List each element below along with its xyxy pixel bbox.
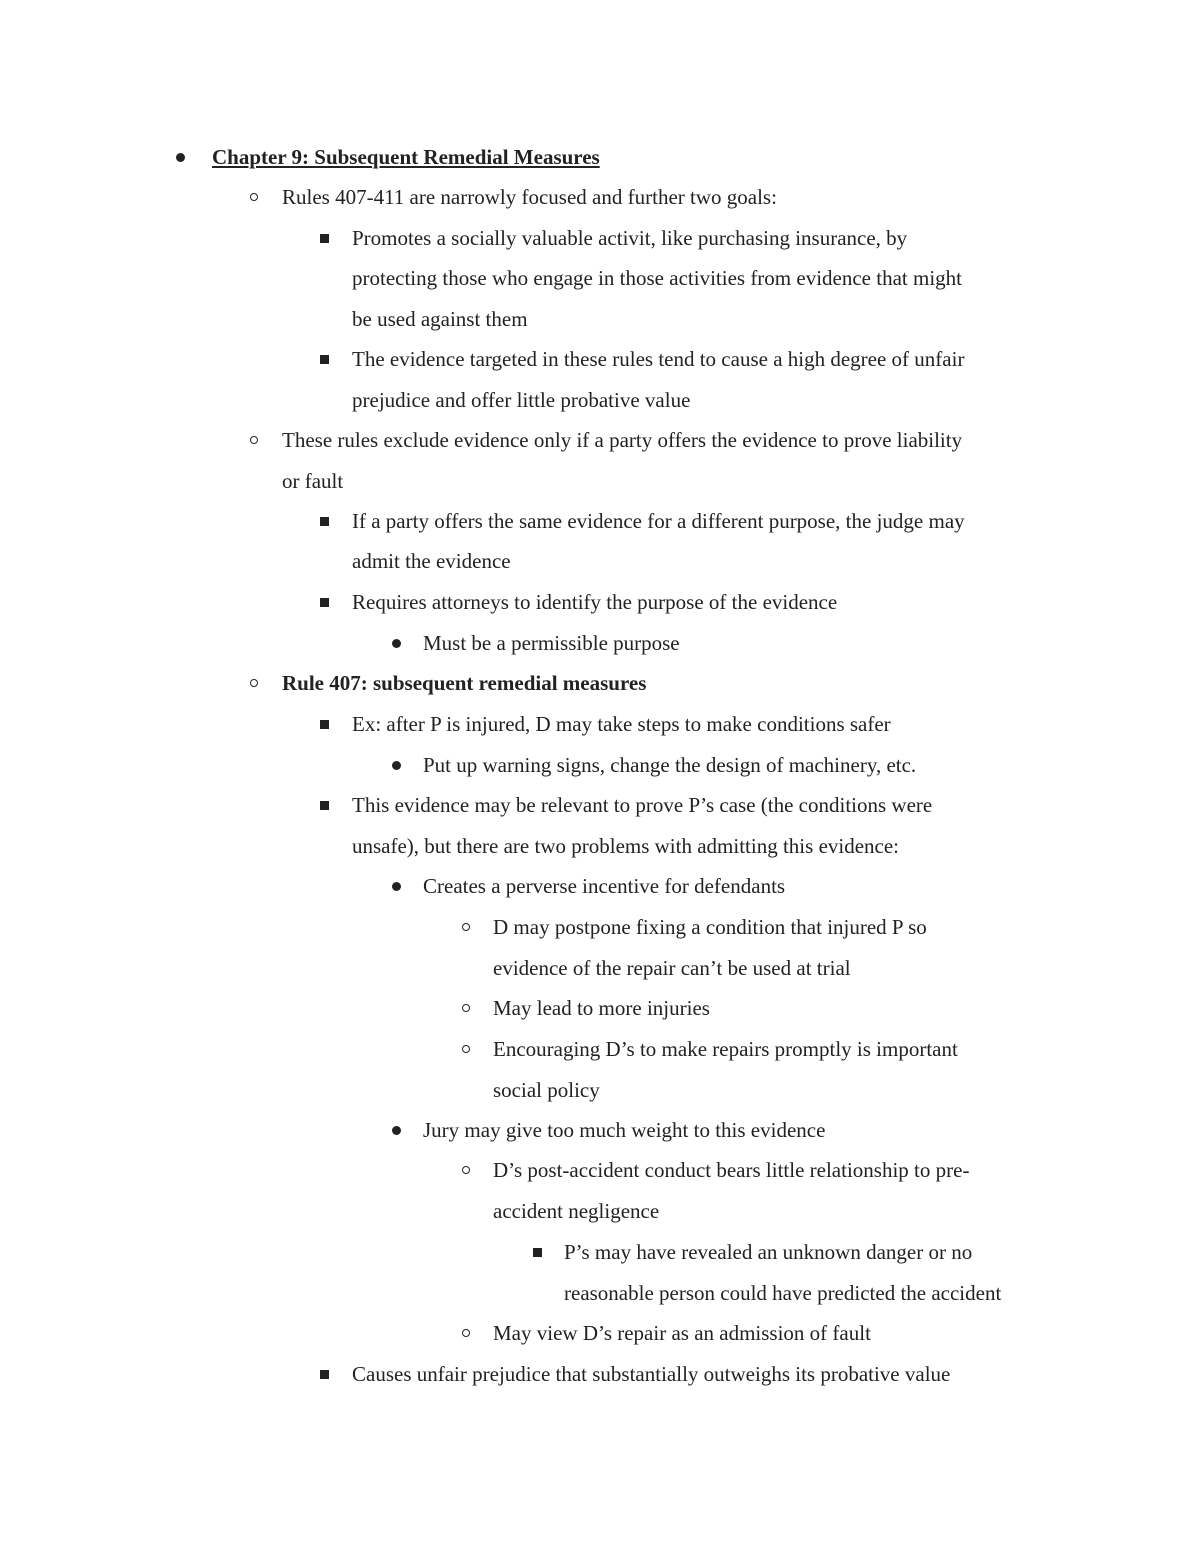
bullet-circle-icon (250, 436, 258, 444)
bullet-square-icon (320, 1370, 329, 1379)
list-item-text: Creates a perverse incentive for defendants (423, 874, 786, 898)
list-item-text: Promotes a socially valuable activit, like purchasing insurance, by (352, 226, 908, 250)
list-item-text: reasonable person could have predicted the accident (564, 1281, 1002, 1305)
list-item-text: be used against them (352, 307, 528, 331)
list-item-text: prejudice and offer little probative value (352, 388, 691, 412)
list-item-text: May view D’s repair as an admission of fault (493, 1321, 871, 1345)
list-item-text: D may postpone fixing a condition that injured P so (493, 915, 927, 939)
list-item-text: admit the evidence (352, 549, 511, 573)
list-item-text: The evidence targeted in these rules tend to cause a high degree of unfair (352, 347, 965, 371)
bullet-square-icon (320, 517, 329, 526)
list-item-text: protecting those who engage in those activities from evidence that might (352, 266, 962, 290)
chapter-heading: Chapter 9: Subsequent Remedial Measures (212, 145, 600, 169)
bullet-square-icon (320, 598, 329, 607)
list-item-text: or fault (282, 469, 344, 493)
list-item-text: These rules exclude evidence only if a party offers the evidence to prove liability (282, 428, 963, 452)
list-item-text: Requires attorneys to identify the purpose of the evidence (352, 590, 838, 614)
bullet-dot-icon (176, 153, 185, 162)
bullet-circle-icon (250, 193, 258, 201)
list-item-text: May lead to more injuries (493, 996, 710, 1020)
bullet-square-icon (320, 234, 329, 243)
bullet-circle-icon (462, 1329, 470, 1337)
list-item-text: If a party offers the same evidence for a different purpose, the judge may (352, 509, 965, 533)
list-item-text: accident negligence (493, 1199, 660, 1223)
rule-407-heading: Rule 407: subsequent remedial measures (282, 671, 647, 695)
bullet-circle-icon (250, 679, 258, 687)
list-item-text: Must be a permissible purpose (423, 631, 680, 655)
bullet-circle-icon (462, 923, 470, 931)
list-item-text: D’s post-accident conduct bears little relationship to pre- (493, 1158, 970, 1182)
list-item-text: Put up warning signs, change the design of machinery, etc. (423, 753, 917, 777)
bullet-square-icon (320, 355, 329, 364)
bullet-dot-icon (392, 882, 401, 891)
bullet-dot-icon (392, 761, 401, 770)
bullet-square-icon (320, 720, 329, 729)
list-item-text: Rules 407-411 are narrowly focused and further two goals: (282, 185, 777, 209)
list-item-text: social policy (493, 1078, 600, 1102)
bullet-circle-icon (462, 1045, 470, 1053)
bullet-square-icon (533, 1248, 542, 1257)
list-item-text: Jury may give too much weight to this evidence (423, 1118, 826, 1142)
list-item-text: Encouraging D’s to make repairs promptly is important (493, 1037, 958, 1061)
list-item-text: evidence of the repair can’t be used at trial (493, 956, 851, 980)
list-item-text: unsafe), but there are two problems with admitting this evidence: (352, 834, 900, 858)
list-item-text: This evidence may be relevant to prove P’s case (the conditions were (352, 793, 933, 817)
bullet-circle-icon (462, 1166, 470, 1174)
bullet-circle-icon (462, 1004, 470, 1012)
list-item-text: Causes unfair prejudice that substantially outweighs its probative value (352, 1362, 951, 1386)
bullet-dot-icon (392, 639, 401, 648)
list-item-text: Ex: after P is injured, D may take steps to make conditions safer (352, 712, 891, 736)
bullet-square-icon (320, 801, 329, 810)
bullet-dot-icon (392, 1126, 401, 1135)
list-item-text: P’s may have revealed an unknown danger or no (564, 1240, 973, 1264)
